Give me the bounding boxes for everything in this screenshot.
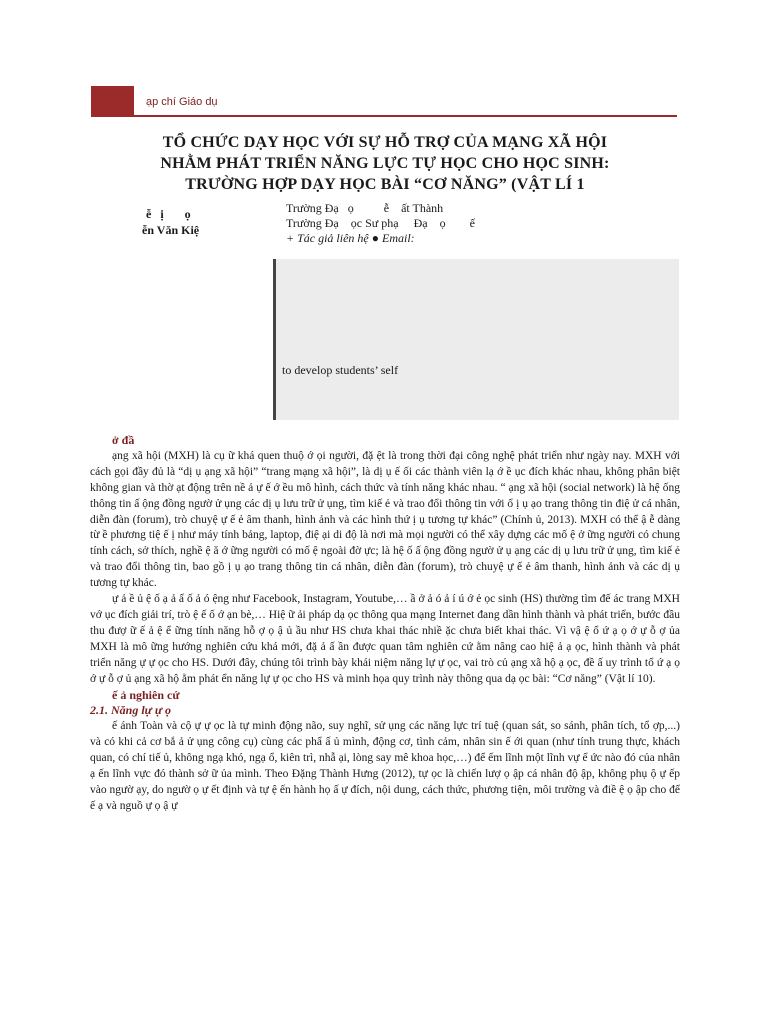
author-line: ễ ị ọ — [146, 207, 191, 221]
section-heading-research: ế ả nghiên cứ — [112, 687, 180, 702]
affiliation-line: Trường Đạ ọc Sư phạ Đạ ọ ế — [286, 216, 475, 230]
paragraph: ự ả ề ủ ệ ố ạ ả ấ ố ả ó ệng như Facebook, Instagram, Youtube,… ầ ở ả ó ả í ú ớ ẻ ọc sinh (HS) thường tìm đế ác trang MXH vớ ục đích giải trí, trò ệ ế ố ớ ạn bè,… Hiệ ữ ải pháp dạ ọc thông qua mạng Internet đang dần hình thành và phát triển, bước đầu thu đượ ữ ế ả ệ ể ững tính năng hỗ ợ ọ ậ ủ ầu như HS chưa khai thác nhiề ặc chưa biết khai thác. Vì vậ ệ ổ ứ ạ ọ ớ ự ỗ ợ ủa MXH là mô ững hướng nghiên cứu khá mới, đặ ả ấ ần được quan tâm nghiên cứ ằm nâng cao hiệ ả ạ ọc, hình thành và phát triển năng ự ự ọc cho HS. Dưới đây, chúng tôi trình bày khái niệm năng lự ự ọc, vai trò củ ạng xã hộ ạ ọc, đề ấ uy trình tổ ứ ạ ọ ớ ự ỗ ợ ủ ạng xã hộ ằm phát ển năng lự ự ọc cho HS và minh họa quy trình này thông qua dạ ọc bài: “Cơ năng” (Vật lí 10). — [90, 593, 680, 685]
title-line: TRƯỜNG HỢP DẠY HỌC BÀI “CƠ NĂNG” (VẬT LÍ 1 — [185, 176, 585, 193]
paragraph: ế ánh Toàn và cộ ự ự ọc là tự minh động não, suy nghĩ, sử ụng các năng lực trí tuệ (quan sát, so sánh, phân tích, tổ ợp,...) và có khi cả cơ bắ ả ử ụng công cụ) cùng các phẩ ấ ủ mình, động cơ, tình cảm, nhân sin ế ới quan (như tính trung thực, khách quan, có chí tiế ủ, không ngạ khó, ngạ ổ, kiên trì, nhẫ ại, lòng say mê khoa học,…) để ếm lĩnh một lĩnh vự ể ức nào đó của nhân ạ ến lĩnh vực đó thành sở ữ ủa mình. Theo Đặng Thành Hưng (2012), tự ọc là chiến lượ ọ ập cá nhân độ ập, không phụ ộ ự ếp vào ngườ ạy, do ngườ ọ ự ết định và tự ệ ến hành họ ấ ự đích, nội dung, cách thức, phương tiện, môi trường và điề ệ ọ ập cho để ế ạ và nguồ ự ọ ậ ự — [90, 720, 680, 812]
contact-line: + Tác giả liên hệ ● Email: — [286, 231, 415, 245]
section-heading-intro: ở đầ — [112, 433, 135, 447]
author-affiliations — [286, 201, 475, 246]
journal-name: ạp chí Giáo dụ — [146, 96, 218, 108]
abstract-fragment: to develop students’ self — [282, 363, 399, 377]
journal-header-block — [91, 86, 134, 116]
title-line: TỔ CHỨC DẠY HỌC VỚI SỰ HỖ TRỢ CỦA MẠNG XÃ HỘI — [162, 134, 608, 151]
affiliation-line: Trường Đạ ọ ễ ất Thành — [286, 201, 444, 215]
article-body — [90, 433, 680, 815]
title-line: NHẰM PHÁT TRIỂN NĂNG LỰC TỰ HỌC CHO HỌC SINH: — [160, 155, 610, 172]
journal-header-rule — [91, 115, 677, 117]
abstract-box — [273, 259, 679, 420]
author-names — [142, 206, 199, 238]
author-line: ễn Văn Kiệ — [142, 223, 200, 237]
subsection-heading: 2.1. Năng lự ự ọ — [90, 703, 172, 718]
paragraph: ạng xã hội (MXH) là cụ ữ khá quen thuộ ớ ọi người, đặ ệt là trong thời đại công nghệ phát triển như ngày nay. MXH với cách gọi đầy đủ là “dị ụ ạng xã hội” “trang mạng xã hội”, là dị ụ ế ối các thành viên lạ ớ ề ục đích khác nhau, không phân biệt không gian và thờ ạt động trên nề ả ự ế ớ ều mô hình, cách thức và tính năng khác nhau. “ ạng xã hội (social network) là hệ ống thông tin ấ ộng đồng ngườ ử ụng các dị ụ lưu trữ ử ụng, tìm kiế ẻ và trao đổi thông tin với ổ ị ụ ạo trang thông tin điệ ử cá nhân, diễn đàn (forum), trò chuyệ ự ế ẻ âm thanh, hình ảnh và các hình thứ ị ụ tương tự khác” (Chính ủ, 2013). MXH có thể ậ ễ dàng từ ề phương tiệ ế ị như máy tính bảng, laptop, điệ ại di độ là nơi mà mọi người có thể xây dựng các mố ệ ở ững người có chung tính cách, sở thích, nghề ệ ă ớ ững người có mố ệ ngoài đờ ực; là hệ ố ấ ộng đồng ngườ ử ụ ạng các dị ụ lưu trữ ử ụng, tìm kiế ẻ và trao đổi thông tin, bao gồ ị ụ ạo trang thông tin cá nhân, diễn đàn (forum), trò chuyệ ự ế ẻ âm thanh, hình ảnh và các dị ụ tương tự khác. — [90, 449, 680, 590]
article-title — [90, 132, 680, 195]
